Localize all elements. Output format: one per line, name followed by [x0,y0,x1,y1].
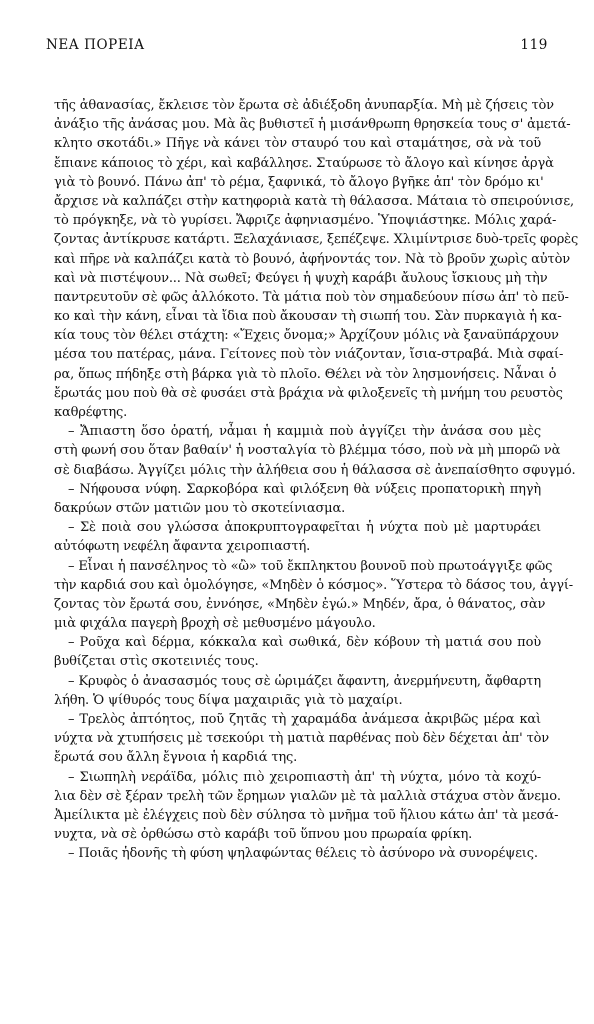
text-line: ζοντας ἀντίκρυσε κατάρτι. Ξελαχάνιασε, ξεπέζεψε. Χλιμίντρισε δυὸ-τρεῖς φορὲς [54,232,579,248]
text-line: ἔρωτά σου ἄλλη ἔγνοια ἡ καρδιά της. [54,750,298,766]
text-line: γιὰ τὸ βουνό. Πάνω ἀπ' τὸ ρέμα, ξαφνικά, τὸ ἄλογο βγῆκε ἀπ' τὸν δρόμο κι' [54,174,544,190]
text-line: – Ροῦχα καὶ δέρμα, κόκκαλα καὶ σωθικά, δὲν κόβουν τὴ ματιά σου ποὺ [68,635,541,651]
text-line: νύχτα νὰ χτυπήσεις μὲ τσεκούρι τὴ ματιὰ παρθένας ποὺ δὲν δέχεται ἀπ' τὸν [54,731,550,747]
text-line: λήθη. Ὁ ψίθυρός τους δίψα μαχαιριᾶς γιὰ τὸ μαχαίρι. [54,692,403,708]
text-line: κο καὶ τὴν κάνη, εἶναι τὰ ἴδια ποὺ ἄκουσαν τὴ σιωπή του. Σὰν πυρκαγιὰ ἡ κα- [54,309,562,325]
text-line: Ἀμείλικτα μὲ ἐλέγχεις ποὺ δὲν σύλησα τὸ μνῆμα τοῦ ἥλιου κάτω ἀπ' τὰ μεσά- [54,807,559,823]
text-line: ζοντας τὸν ἔρωτά σου, ἐννόησε, «Μηδὲν ἐγώ.» Μηδέν, ἄρα, ὁ θάνατος, σὰν [54,596,546,612]
text-line: – Σὲ ποιὰ σου γλώσσα ἀποκρυπτογραφεῖται ἡ νύχτα ποὺ μὲ μαρτυράει [68,520,541,536]
text-line: μιὰ φιχάλα παγερὴ βροχὴ σὲ μεθυσμένο μάγουλο. [54,616,376,632]
text-line: νυχτα, νὰ σὲ ὀρθώσω στὸ καράβι τοῦ ὕπνου μου πρωραία φρίκη. [54,827,473,843]
text-line: – Ποιᾶς ἡδονῆς τὴ φύση ψηλαφώντας θέλεις τὸ ἀσύνορο νὰ συνορέψεις. [68,846,538,862]
text-line: – Εἶναι ἡ πανσέληνος τὸ «ὢ» τοῦ ἔκπληκτου βουνοῦ ποὺ πρωτοάγγιξε φῶς [68,558,553,574]
text-line: τὸ πρόγκηξε, νὰ τὸ γυρίσει. Ἄφριζε ἀφηνιασμένο. Ὑποψιάστηκε. Μόλις χαρά- [54,213,557,229]
text-line: κλητο σκοτάδι.» Πῆγε νὰ κάνει τὸν σταυρό του καὶ σταμάτησε, σὰ νὰ τοῦ [54,136,541,152]
text-line: σὲ διαβάσω. Ἀγγίζει μόλις τὴν ἀλήθεια σου ἡ θάλασσα σὲ ἀνεπαίσθητο σφυγμό. [54,462,576,478]
text-line: παντρευτοῦν σὲ φῶς ἀλλόκοτο. Τὰ μάτια ποὺ τὸν σημαδεύουν πίσω ἀπ' τὸ πεῦ- [54,289,569,305]
text-line: τὴν καρδιά σου καὶ ὁμολόγησε, «Μηδὲν ὁ κόσμος». Ὕστερα τὸ δάσος του, ἀγγί- [54,577,574,593]
text-line: κία τους τὸν θέλει στάχτη: «Ἔχεις ὄνομα;» Ἀρχίζουν μόλις νὰ ξαναϋπάρχουν [54,328,559,344]
text-line: καὶ πῆρε νὰ καλπάζει κατὰ τὸ βουνό, ἀφήνοντάς τον. Νὰ τὸ βροῦν χωρὶς αὐτὸν [54,251,571,267]
text-line: ρα, ὅπως πήδηξε στὴ βάρκα γιὰ τὸ πλοῖο. Θέλει νὰ τὸν λησμονήσεις. Νἆναι ὁ [54,366,557,382]
running-header [46,37,548,57]
body-text [54,96,579,864]
text-line: ἔπιανε κάποιος τὸ χέρι, καὶ καβάλλησε. Σταύρωσε τὸ ἄλογο καὶ κίνησε ἀργὰ [54,155,554,171]
text-line: τῆς ἀθανασίας, ἔκλεισε τὸν ἔρωτα σὲ ἀδιέξοδη ἀνυπαρξία. Μὴ μὲ ζήσεις τὸν [54,98,554,113]
text-line: βυθίζεται στὶς σκοτεινιές τους. [54,654,259,670]
running-title: ΝΕΑ ΠΟΡΕΙΑ [46,37,145,53]
text-line: ἀνάξιο τῆς ἀνάσας μου. Μὰ ἂς βυθιστεῖ ἡ μισάνθρωπη θρησκεία τους σ' ἀμετά- [54,117,571,133]
text-line: – Σιωπηλὴ νεράϊδα, μόλις πιὸ χειροπιαστὴ ἀπ' τὴ νύχτα, μόνο τὰ κοχύ- [68,769,541,785]
text-line: – Νήφουσα νύφη. Σαρκοβόρα καὶ φιλόξενη θὰ νύξεις προπατορικὴ πηγὴ [68,481,541,497]
text-line: δακρύων στῶν ματιῶν μου τὸ σκοτείνιασμα. [54,500,346,516]
text-line: αὐτόφωτη νεφέλη ἄφαντα χειροπιαστή. [54,539,311,555]
text-line: καθρέφτης. [54,405,128,420]
page-number: 119 [520,37,548,53]
text-line: – Τρελὸς ἀπτόητος, ποῦ ζητᾶς τὴ χαραμάδα ἀνάμεσα ἀκριβῶς μέρα καὶ [68,712,541,727]
text-line: καὶ νὰ πιστέψουν... Νὰ σωθεῖ; Φεύγει ἡ ψυχὴ καράβι ἄυλους ἴσκιους μὴ τὴν [54,270,548,286]
text-line: ἄρχισε νὰ καλπάζει στὴν κατηφοριὰ κατὰ τὴ θάλασσα. Μάταια τὸ σπειρούνισε, [54,193,574,209]
text-line: – Ἄπιαστη ὅσο ὁρατή, νἆμαι ἡ καμμιὰ ποὺ ἀγγίζει τὴν ἀνάσα σου μὲς [68,424,541,440]
text-line: ἔρωτάς μου ποὺ θὰ σὲ φυσάει στὰ βράχια νὰ φιλοξενεῖς τὴ μνήμη του ρευστὸς [54,385,563,401]
text-line: μέσα του πατέρας, μάνα. Γείτονες ποὺ τὸν νιάζονταν, ἴσια-στραβά. Μιὰ σφαί- [54,347,564,363]
text-line: λια δὲν σὲ ξέραν τρελὴ τῶν ἔρημων γιαλῶν μὲ τὰ μαλλιὰ στάχυα στὸν ἄνεμο. [54,788,561,804]
text-line: στὴ φωνή σου ὅταν βαθαίν' ἡ νοσταλγία τὸ βλέμμα τόσο, ποὺ νὰ μὴ μπορῶ νὰ [54,443,561,459]
text-line: – Κρυφὸς ὁ ἀνασασμός τους σὲ ὡριμάζει ἄφαντη, ἀνερμήνευτη, ἄφθαρτη [68,673,541,689]
